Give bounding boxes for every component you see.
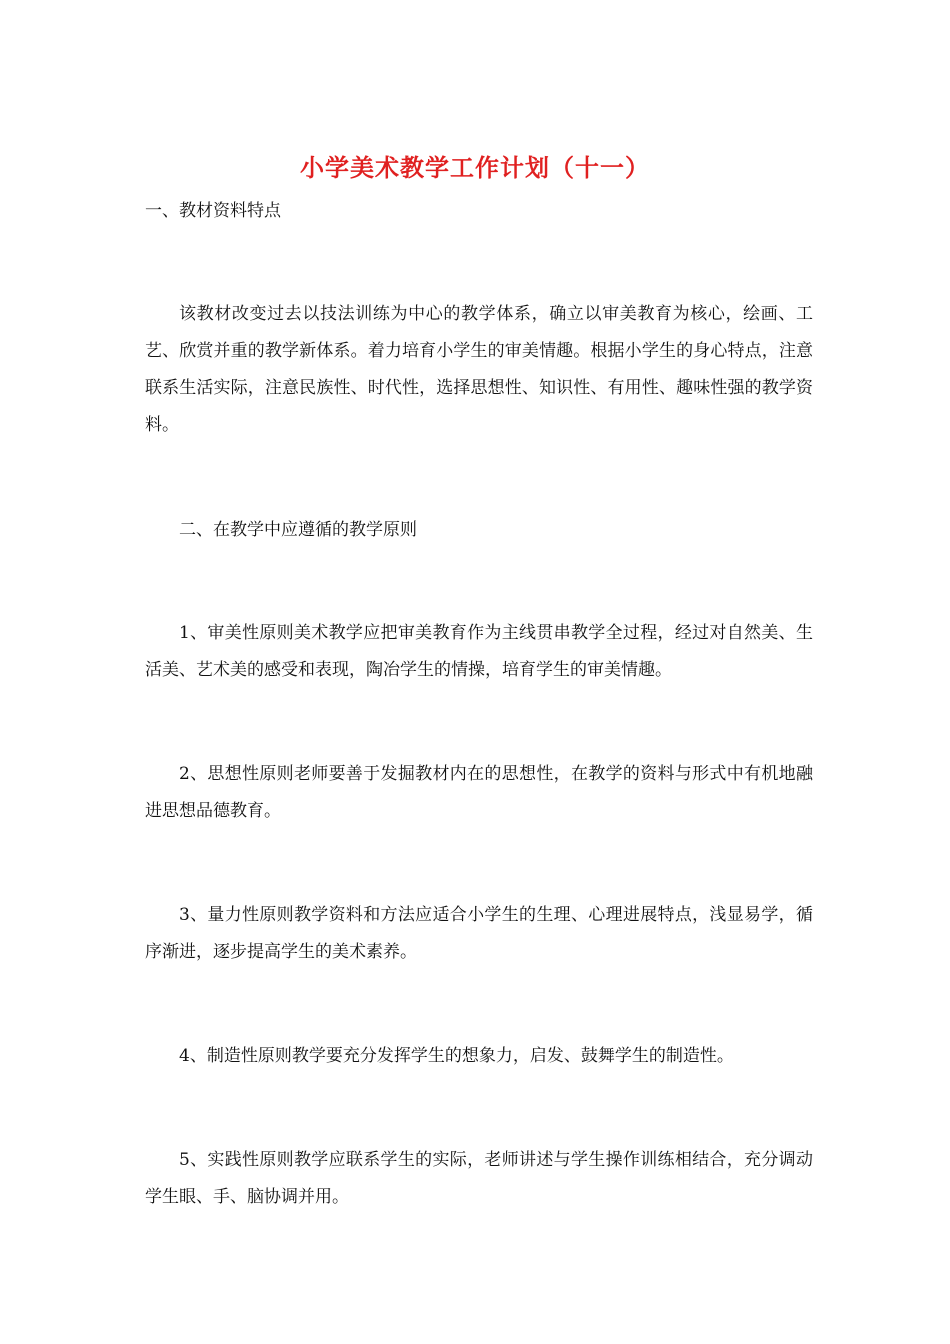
principle-item: 2、思想性原则老师要善于发掘教材内在的思想性，在教学的资料与形式中有机地融进思想品德教育。 bbox=[145, 764, 813, 821]
document-title: 小学美术教学工作计划（十一） bbox=[300, 153, 650, 182]
paragraph-materials: 该教材改变过去以技法训练为中心的教学体系，确立以审美教育为核心，绘画、工艺、欣赏并重的教学新体系。着力培育小学生的审美情趣。根据小学生的身心特点，注意联系生活实际，注意民族性、时代性，选择思想性、知识性、有用性、趣味性强的教学资料。 bbox=[145, 304, 813, 435]
principle-item: 4、制造性原则教学要充分发挥学生的想象力，启发、鼓舞学生的制造性。 bbox=[179, 1046, 734, 1066]
section-heading-materials: 一、教材资料特点 bbox=[145, 201, 281, 221]
principle-item: 3、量力性原则教学资料和方法应适合小学生的生理、心理进展特点，浅显易学，循序渐进，逐步提高学生的美术素养。 bbox=[145, 905, 813, 962]
principle-item: 5、实践性原则教学应联系学生的实际，老师讲述与学生操作训练相结合，充分调动学生眼、手、脑协调并用。 bbox=[145, 1150, 813, 1207]
section-heading-principles: 二、在教学中应遵循的教学原则 bbox=[179, 520, 417, 540]
principle-item: 1、审美性原则美术教学应把审美教育作为主线贯串教学全过程，经过对自然美、生活美、艺术美的感受和表现，陶冶学生的情操，培育学生的审美情趣。 bbox=[145, 623, 813, 680]
